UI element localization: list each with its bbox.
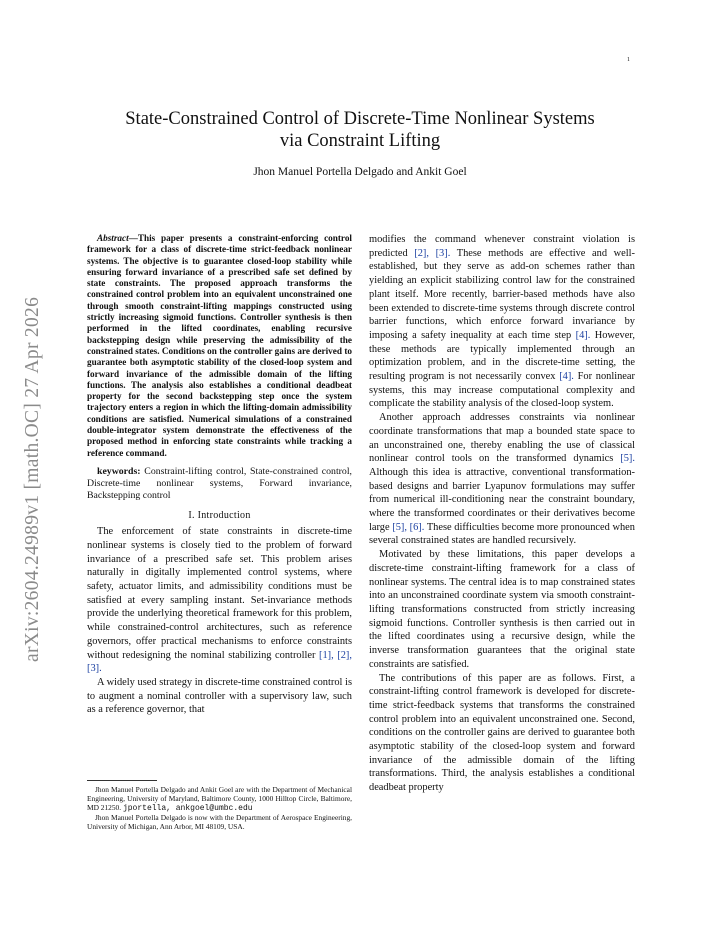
- abstract-text: —This paper presents a constraint-enforcing control framework for a class of discrete-time strict-feedback nonlinear systems. The objective is to guarantee closed-loop stability while ensuring forward invariance of a prescribed safe set defined by state constraints. The proposed approach transforms the constrained control problem into an equivalent unconstrained one through smooth constraint-lifting mappings constructed using strictly increasing sigmoid functions. Controller synthesis is then performed in the lifted coordinates, enabling recursive backstepping design while preserving the admissibility of the constrained states. Conditions on the controller gains are derived to guarantee both asymptotic stability of the closed-loop system and forward invariance of the admissible domain of the lifting functions. The analysis also establishes a conditional deadbeat property for the second backstepping step once the system trajectory enters a region in which the lifting-domain admissibility conditions are satisfied. Numerical simulations of a constrained double-integrator system demonstrate the effectiveness of the proposed method in enforcing state constraints while tracking a reference command.: [87, 233, 352, 458]
- title-line-2: via Constraint Lifting: [279, 131, 441, 151]
- footnote-affiliation-text: Jhon Manuel Portella Delgado and Ankit Goel are with the Department of Mechanical Engineering, University of Maryland, Baltimore County, 1000 Hilltop Circle, Baltimore, MD 21250.: [87, 785, 352, 812]
- author-email[interactable]: jportella, ankgoel@umbc.edu: [122, 804, 253, 813]
- left-column: [87, 233, 352, 717]
- abstract: [87, 233, 352, 459]
- footnotes: [87, 770, 352, 831]
- footnote-current-affiliation: Jhon Manuel Portella Delgado is now with the Department of Aerospace Engineering, University of Michigan, Ann Arbor, MI 48109, USA.: [87, 813, 352, 831]
- keywords: [87, 466, 352, 503]
- footnote-affiliation: [87, 785, 352, 813]
- citation-link[interactable]: [4].: [559, 371, 574, 383]
- right-paragraph-2: [369, 411, 635, 548]
- arxiv-identifier-stamp[interactable]: arXiv:2604.24989v1 [math.OC] 27 Apr 2026: [22, 296, 43, 662]
- right-paragraph-2-text-c: These difficulties become more pronounced when several constrained states are handled recursively.: [369, 521, 635, 547]
- citation-link[interactable]: [5], [6].: [392, 521, 425, 533]
- section-heading-introduction: I. Introduction: [188, 509, 251, 521]
- abstract-label: Abstract: [97, 233, 129, 243]
- right-paragraph-1-text-b: These methods are effective and well-established, but they serve as add-on schemes rather than yielding an explicit stabilizing control law for the constrained plant itself. More recently, barrier-based methods have also been extended to discrete-time systems through discrete control barrier functions, which enforce forward invariance by imposing a safety inequality at each time step: [369, 247, 635, 341]
- page-number: 1: [627, 57, 630, 63]
- keywords-text: Constraint-lifting control, State-constrained control, Discrete-time nonlinear systems, Forward invariance, Backstepping control: [87, 465, 352, 502]
- citation-link[interactable]: [4].: [575, 329, 591, 341]
- footnote-rule: [87, 780, 157, 781]
- right-paragraph-1-text-c: However, these methods are typically implemented through an optimization problem, and in the discrete-time setting, the resulting program is not necessarily convex: [369, 329, 635, 383]
- right-paragraph-1-text-a: modifies the command whenever constraint violation is predicted: [369, 234, 635, 259]
- citation-link[interactable]: [5].: [620, 453, 635, 465]
- right-column: [369, 233, 635, 795]
- keywords-label: keywords:: [97, 465, 141, 477]
- intro-paragraph-2: A widely used strategy in discrete-time constrained control is to augment a nominal controller with a supervisory law, such as a reference governor, that: [87, 676, 352, 716]
- right-paragraph-4: The contributions of this paper are as follows. First, a constraint-lifting control framework is developed for discrete-time strict-feedback systems that transforms the constrained control problem into an equivalent unconstrained one. Second, conditions on the controller gains are derived to guarantee both asymptotic stability of the closed-loop system and forward invariance of the admissible domain of the lifting transformations. Third, the analysis establishes a conditional deadbeat property: [369, 672, 635, 794]
- right-paragraph-2-text-b: Although this idea is attractive, conventional transformation-based designs and barrier Lyapunov formulations may suffer from numerical ill-conditioning near the constraint boundary, where the transformed coordinates or their derivatives become large: [369, 466, 635, 533]
- intro-paragraph-1: [87, 525, 352, 676]
- right-paragraph-3: Motivated by these limitations, this paper develops a discrete-time constraint-lifting framework for a class of nonlinear systems. The central idea is to map constrained states into an unconstrained coordinate system via smooth constraint-lifting transformations constructed from strictly increasing sigmoid functions. Controller synthesis is then carried out in the lifted coordinates using a recursive design, while the inverse transformation guarantees that the original state constraints are satisfied.: [369, 549, 635, 670]
- intro-paragraph-1-text: The enforcement of state constraints in discrete-time nonlinear systems is closely tied to the problem of forward invariance of a prescribed safe set. This problem arises naturally in digitally implemented control systems, where safety, actuator limits, and admissibility conditions must be satisfied at every sampling instant. Set-invariance methods provide the underlying theoretical framework for this problem, while constrained-control architectures, such as reference governors, offer practical mechanisms to enforce constraints without redesigning the nominal stabilizing controller: [87, 526, 352, 661]
- citation-link[interactable]: [2], [3].: [414, 247, 451, 259]
- right-paragraph-2-text-a: Another approach addresses constraints via nonlinear coordinate transformations that map a bounded state space to an unconstrained one, thereby enabling the use of classical nonlinear control tools on the transformed dynamics: [369, 412, 635, 465]
- citation-link[interactable]: [1], [2], [3].: [87, 649, 352, 675]
- paper-title: [80, 108, 640, 152]
- title-line-1: State-Constrained Control of Discrete-Time Nonlinear Systems: [125, 109, 595, 129]
- right-paragraph-1-text-d: For nonlinear systems, this may increase computational complexity and complicate the stability analysis of the closed-loop system.: [369, 371, 635, 410]
- right-paragraph-1: [369, 233, 635, 411]
- author-list: Jhon Manuel Portella Delgado and Ankit Goel: [253, 166, 467, 178]
